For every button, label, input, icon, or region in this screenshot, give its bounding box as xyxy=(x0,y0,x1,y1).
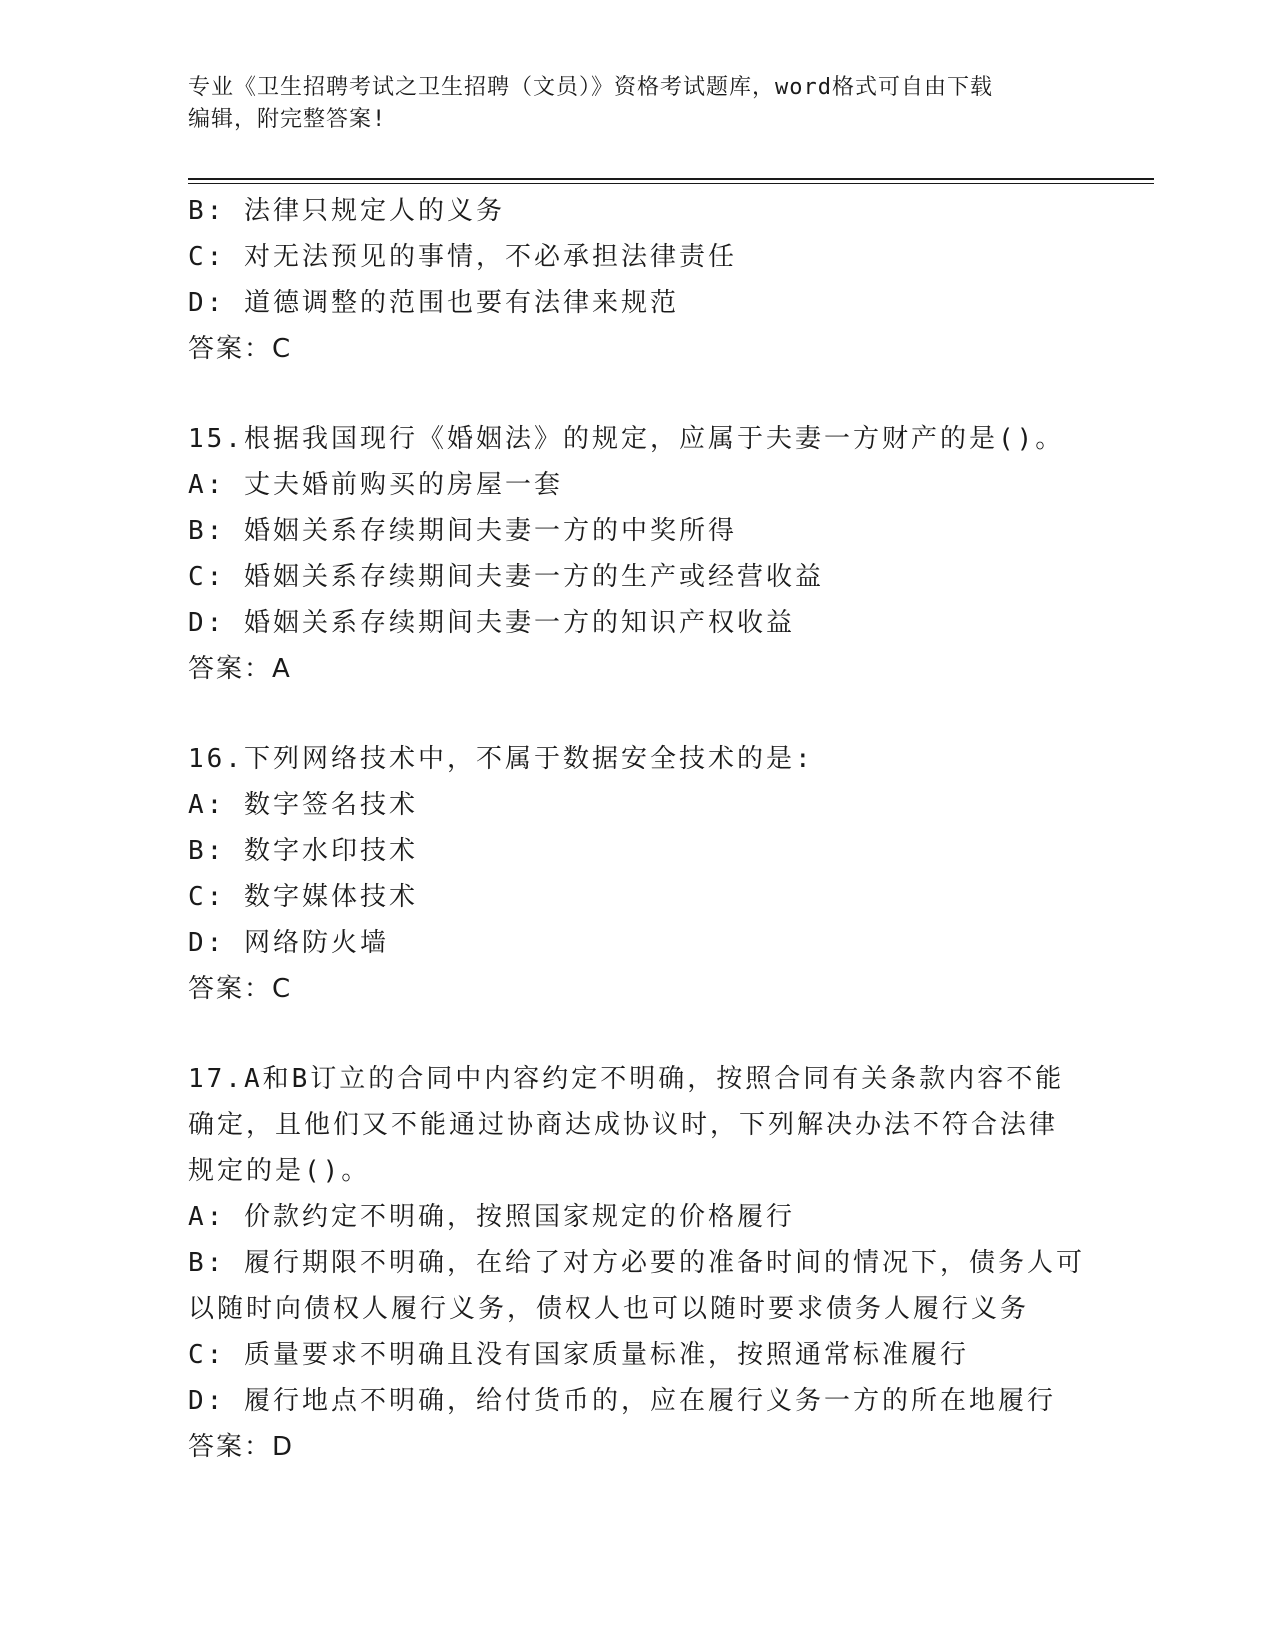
q17-question-line-2: 确定，且他们又不能通过协商达成协议时，下列解决办法不符合法律 xyxy=(188,1110,1059,1140)
q17-option-c: C: 质量要求不明确且没有国家质量标准，按照通常标准履行 xyxy=(188,1340,969,1370)
q17-question-line-3: 规定的是()。 xyxy=(188,1156,371,1186)
q14-answer: 答案：C xyxy=(188,334,293,364)
q15-answer: 答案：A xyxy=(188,654,292,684)
spacer xyxy=(188,372,1088,416)
q15-option-b: B: 婚姻关系存续期间夫妻一方的中奖所得 xyxy=(188,516,737,546)
question-14-block xyxy=(188,188,1088,372)
q16-option-a: A: 数字签名技术 xyxy=(188,790,418,820)
q17-option-d: D: 履行地点不明确，给付货币的，应在履行义务一方的所在地履行 xyxy=(188,1386,1056,1416)
q14-option-c: C: 对无法预见的事情，不必承担法律责任 xyxy=(188,242,737,272)
spacer xyxy=(188,692,1088,736)
question-17-block xyxy=(188,1056,1088,1470)
q15-option-a: A: 丈夫婚前购买的房屋一套 xyxy=(188,470,563,500)
header-divider-thin xyxy=(188,183,1154,184)
q16-question: 16.下列网络技术中，不属于数据安全技术的是: xyxy=(188,744,814,774)
q16-answer: 答案：C xyxy=(188,974,293,1004)
question-15-block xyxy=(188,416,1088,692)
q17-answer: 答案：D xyxy=(188,1432,295,1462)
question-16-block xyxy=(188,736,1088,1012)
header-line-1: 专业《卫生招聘考试之卫生招聘（文员）》资格考试题库，word格式可自由下载 xyxy=(188,75,993,100)
q16-option-b: B: 数字水印技术 xyxy=(188,836,418,866)
q14-option-b: B: 法律只规定人的义务 xyxy=(188,196,505,226)
q16-option-d: D: 网络防火墙 xyxy=(188,928,389,958)
q15-question: 15.根据我国现行《婚姻法》的规定，应属于夫妻一方财产的是()。 xyxy=(188,424,1065,454)
spacer xyxy=(188,1012,1088,1056)
q17-question-line-1: 17.A和B订立的合同中内容约定不明确，按照合同有关条款内容不能 xyxy=(188,1064,1065,1094)
q17-option-a: A: 价款约定不明确，按照国家规定的价格履行 xyxy=(188,1202,795,1232)
q17-option-b-line-2: 以随时向债权人履行义务，债权人也可以随时要求债务人履行义务 xyxy=(188,1294,1030,1324)
header-line-2: 编辑，附完整答案! xyxy=(188,107,387,132)
document-header xyxy=(188,72,1068,136)
q15-option-c: C: 婚姻关系存续期间夫妻一方的生产或经营收益 xyxy=(188,562,824,592)
q15-option-d: D: 婚姻关系存续期间夫妻一方的知识产权收益 xyxy=(188,608,795,638)
q16-option-c: C: 数字媒体技术 xyxy=(188,882,418,912)
question-list xyxy=(188,188,1088,1470)
q14-option-d: D: 道德调整的范围也要有法律来规范 xyxy=(188,288,679,318)
q17-option-b-line-1: B: 履行期限不明确，在给了对方必要的准备时间的情况下，债务人可 xyxy=(188,1248,1085,1278)
header-divider-thick xyxy=(188,178,1154,180)
